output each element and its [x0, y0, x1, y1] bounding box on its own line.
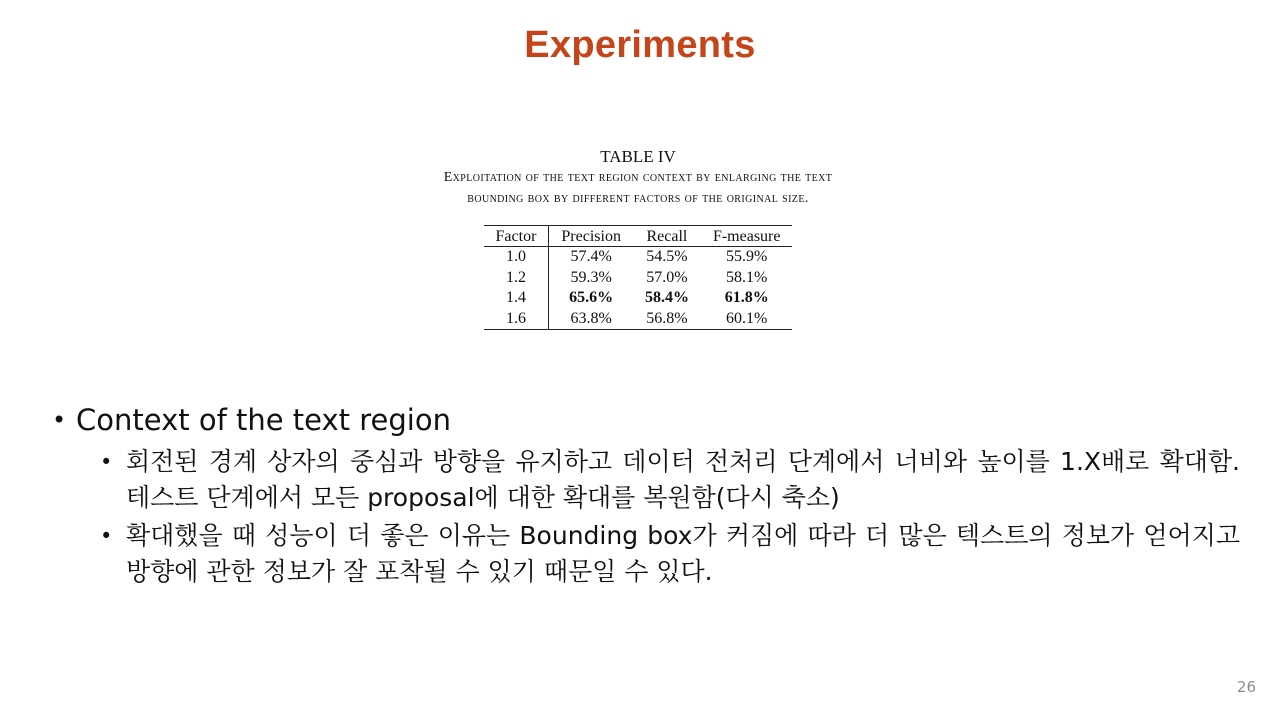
- cell-f-measure: 60.1%: [701, 309, 793, 330]
- sub-bullet-1: • 회전된 경계 상자의 중심과 방향을 유지하고 데이터 전처리 단계에서 너비와 높이를 1.X배로 확대함. 테스트 단계에서 모든 proposal에 대한 확대를 복원함(다시 축소): [100, 444, 1240, 516]
- slide-number: 26: [1236, 678, 1256, 696]
- cell-precision: 57.4%: [570, 248, 612, 265]
- cell-recall: 54.5%: [646, 248, 688, 265]
- table-row: [484, 309, 793, 330]
- cell-f-measure: 61.8%: [724, 289, 769, 306]
- cell-recall: 57.0%: [646, 268, 688, 286]
- table-header-row: [484, 226, 793, 247]
- cell-factor: 1.0: [484, 247, 549, 268]
- table-figure: [300, 146, 976, 330]
- cell-precision: 63.8%: [549, 309, 633, 330]
- cell-f-measure: 58.1%: [726, 268, 768, 286]
- header-precision: Precision: [549, 226, 633, 247]
- cell-recall: 56.8%: [633, 309, 701, 330]
- cell-precision: 59.3%: [570, 268, 612, 286]
- table-caption-line-1: Exploitation of the text region context by enlarging the text: [443, 170, 833, 185]
- table-row: [484, 268, 793, 289]
- bullet-main: • Context of the text region: [50, 400, 1240, 440]
- header-factor: Factor: [484, 226, 549, 247]
- slide-title: Experiments: [524, 24, 756, 66]
- sub-bullet-list: [50, 444, 1240, 590]
- header-f-measure: F-measure: [701, 226, 793, 247]
- sub-bullet-2: • 확대했을 때 성능이 더 좋은 이유는 Bounding box가 커짐에 따라 더 많은 텍스트의 정보가 얻어지고 방향에 관한 정보가 잘 포착될 수 있기 때문일 수 있다.: [100, 518, 1240, 590]
- results-table: [484, 225, 793, 330]
- cell-f-measure: 55.9%: [726, 248, 768, 265]
- table-caption-line-2: bounding box by different factors of the original size.: [467, 191, 809, 206]
- cell-recall: 58.4%: [644, 289, 689, 306]
- bullet-list: [50, 400, 1240, 592]
- header-recall: Recall: [633, 226, 701, 247]
- cell-factor: 1.6: [484, 309, 549, 330]
- cell-precision: 65.6%: [569, 289, 614, 306]
- table-row-best: [484, 288, 793, 309]
- cell-factor: 1.4: [484, 288, 549, 309]
- table-row: [484, 247, 793, 268]
- cell-factor: 1.2: [484, 268, 549, 289]
- table-number: TABLE IV: [600, 147, 676, 166]
- table-caption: [300, 167, 976, 209]
